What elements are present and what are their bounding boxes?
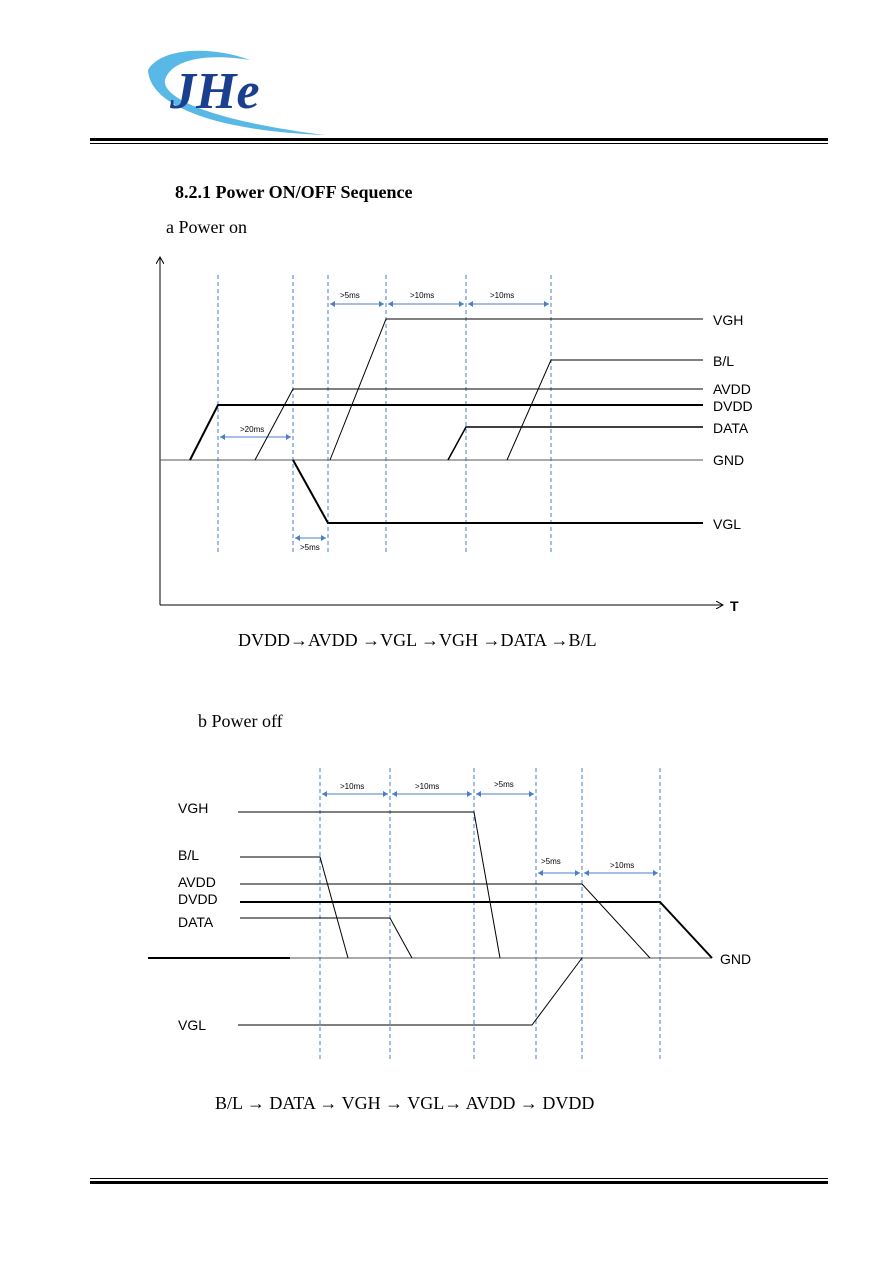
avdd-waveform — [240, 884, 650, 958]
gnd-label: GND — [713, 452, 745, 468]
vgl-label: VGL — [713, 516, 742, 532]
data-label: DATA — [178, 914, 214, 930]
avdd-label: AVDD — [713, 381, 751, 397]
vgh-waveform — [238, 812, 500, 958]
section-title: 8.2.1 Power ON/OFF Sequence — [175, 182, 413, 202]
data-waveform — [240, 918, 412, 958]
power-on-heading: a Power on — [166, 217, 247, 237]
vgl-label: VGL — [178, 1017, 207, 1033]
dvdd-waveform — [190, 405, 703, 460]
timing-label: >10ms — [410, 291, 435, 300]
timing-label: >10ms — [490, 291, 515, 300]
bl-waveform — [240, 857, 348, 958]
data-label: DATA — [713, 420, 749, 436]
timing-label: >20ms — [240, 425, 265, 434]
dvdd-waveform — [240, 902, 712, 958]
vgl-waveform — [293, 460, 703, 523]
footer-rule-thin — [90, 1178, 828, 1179]
timing-label: >5ms — [340, 291, 360, 300]
dvdd-label: DVDD — [713, 398, 753, 414]
logo-text: JHe — [170, 63, 260, 120]
avdd-label: AVDD — [178, 874, 216, 890]
bl-label: B/L — [178, 847, 200, 863]
data-waveform — [448, 427, 703, 460]
timing-label: >5ms — [541, 857, 561, 866]
avdd-waveform — [255, 389, 703, 460]
timing-label: >10ms — [415, 782, 440, 791]
timing-label: >10ms — [610, 861, 635, 870]
bl-label: B/L — [713, 353, 735, 369]
timing-label: >5ms — [494, 780, 514, 789]
timing-label: >5ms — [300, 543, 320, 552]
dvdd-label: DVDD — [178, 891, 218, 907]
vgh-label: VGH — [713, 312, 744, 328]
footer-rule-thick — [90, 1181, 828, 1184]
bl-waveform — [507, 360, 703, 460]
gnd-label: GND — [720, 951, 752, 967]
vgl-waveform — [238, 958, 582, 1025]
power-off-diagram — [0, 740, 892, 1080]
power-off-heading: b Power off — [198, 711, 283, 731]
t-axis-label: T — [730, 598, 739, 614]
timing-label: >10ms — [340, 782, 365, 791]
vgh-label: VGH — [178, 800, 209, 816]
power-off-sequence: B/L → DATA → VGH → VGL→ AVDD → DVDD — [215, 1093, 595, 1113]
power-on-sequence: DVDD→AVDD →VGL →VGH →DATA →B/L — [238, 630, 597, 650]
